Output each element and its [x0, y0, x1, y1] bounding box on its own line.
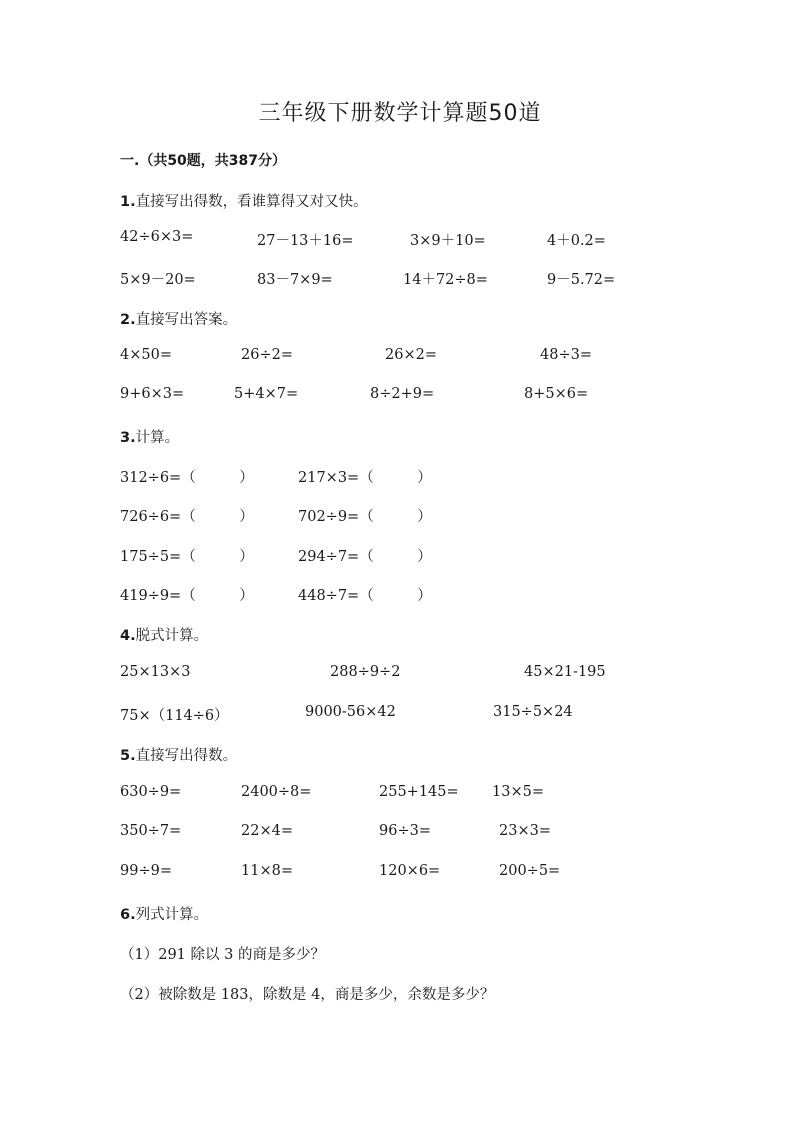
question-text: 计算。 [135, 430, 180, 446]
expression: 42÷6×3= [120, 229, 194, 245]
question-text: 脱式计算。 [135, 628, 209, 644]
expression: 26÷2= [241, 347, 293, 363]
expression: 419÷9=（ ） [120, 588, 254, 604]
expression: 5×9－20= [120, 272, 196, 288]
expression: 702÷9=（ ） [298, 509, 432, 525]
expression: 350÷7= [120, 823, 182, 839]
expression: 9－5.72= [547, 272, 616, 288]
section-header: 一.（共50题，共387分） [120, 153, 287, 169]
expression: 83－7×9= [257, 272, 333, 288]
expression: 120×6= [379, 863, 441, 879]
expression: 175÷5=（ ） [120, 549, 254, 565]
expression: 99÷9= [120, 863, 172, 879]
expression: 75×（114÷6） [120, 708, 229, 724]
expression: 726÷6=（ ） [120, 509, 254, 525]
expression: 22×4= [241, 823, 293, 839]
expression: 23×3= [499, 823, 551, 839]
question-2-heading [120, 308, 237, 329]
expression: 315÷5×24 [493, 704, 573, 720]
expression: 9+6×3= [120, 386, 185, 402]
question-text: 直接写出答案。 [135, 312, 238, 328]
question-1-heading [120, 190, 368, 211]
expression: 5+4×7= [234, 386, 299, 402]
expression: 630÷9= [120, 784, 182, 800]
word-problem: （1）291 除以 3 的商是多少？ [120, 947, 325, 963]
expression: 8÷2+9= [370, 386, 435, 402]
question-number: 5. [120, 748, 136, 764]
question-5-heading [120, 744, 237, 765]
question-number: 1. [120, 194, 136, 210]
expression: 4＋0.2= [547, 233, 606, 249]
expression: 25×13×3 [120, 664, 191, 680]
expression: 96÷3= [379, 823, 431, 839]
question-4-heading [120, 624, 208, 645]
expression: 217×3=（ ） [298, 470, 432, 486]
question-3-heading [120, 426, 179, 447]
question-number: 2. [120, 312, 136, 328]
expression: 312÷6=（ ） [120, 470, 254, 486]
expression: 26×2= [385, 347, 437, 363]
question-text: 列式计算。 [135, 907, 209, 923]
expression: 27－13＋16= [257, 233, 354, 249]
expression: 8+5×6= [524, 386, 589, 402]
word-problem: （2）被除数是 183，除数是 4，商是多少，余数是多少？ [120, 987, 495, 1003]
expression: 255+145= [379, 784, 459, 800]
question-number: 4. [120, 628, 136, 644]
expression: 9000-56×42 [305, 704, 396, 720]
expression: 13×5= [492, 784, 544, 800]
expression: 4×50= [120, 347, 172, 363]
expression: 3×9＋10= [410, 233, 486, 249]
expression: 448÷7=（ ） [298, 588, 432, 604]
expression: 48÷3= [540, 347, 592, 363]
page-title: 三年级下册数学计算题50道 [258, 101, 542, 126]
question-6-heading [120, 903, 208, 924]
expression: 2400÷8= [241, 784, 312, 800]
expression: 200÷5= [499, 863, 561, 879]
question-text: 直接写出得数，看谁算得又对又快。 [135, 194, 368, 210]
question-number: 3. [120, 430, 136, 446]
expression: 288÷9÷2 [330, 664, 401, 680]
question-number: 6. [120, 907, 136, 923]
expression: 294÷7=（ ） [298, 549, 432, 565]
expression: 14＋72÷8= [403, 272, 488, 288]
expression: 45×21-195 [524, 664, 606, 680]
expression: 11×8= [241, 863, 293, 879]
question-text: 直接写出得数。 [135, 748, 238, 764]
